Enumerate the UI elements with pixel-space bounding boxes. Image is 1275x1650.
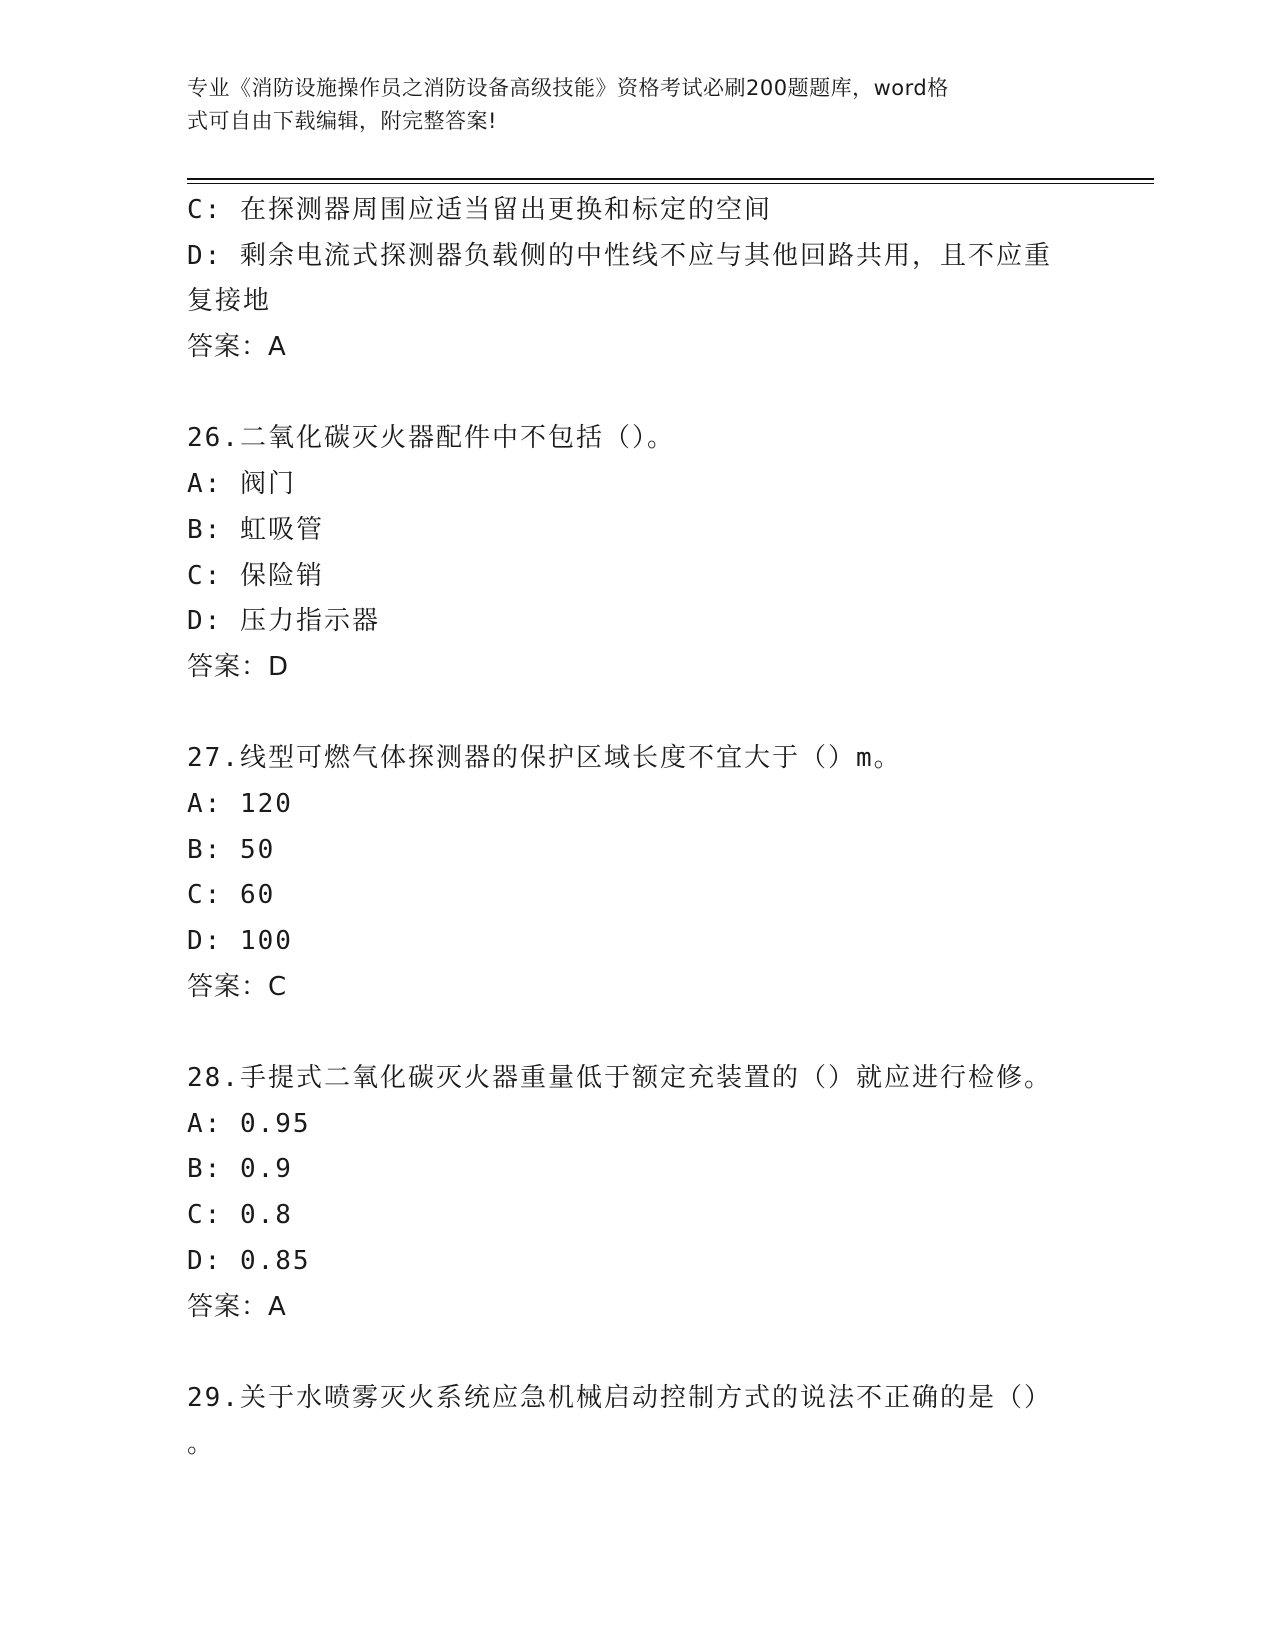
question-text: 26.二氧化碳灭火器配件中不包括（）。 — [187, 423, 675, 454]
header-line-2: 式可自由下载编辑，附完整答案! — [187, 109, 497, 133]
option-b: B: 50 — [187, 834, 276, 865]
answer-text: 答案：D — [187, 651, 290, 682]
spacer — [187, 691, 1087, 737]
option-c: C: 0.8 — [187, 1200, 293, 1231]
question-28 — [187, 1056, 1087, 1330]
question-25-continued — [187, 188, 1087, 371]
question-27 — [187, 736, 1087, 1010]
option-a: A: 120 — [187, 788, 293, 819]
question-list — [187, 188, 1087, 1467]
spacer — [187, 371, 1087, 417]
option-b: B: 0.9 — [187, 1154, 293, 1185]
question-29 — [187, 1376, 1087, 1467]
header-line-1: 专业《消防设施操作员之消防设备高级技能》资格考试必刷200题题库，word格 — [187, 76, 949, 100]
question-text: 28.手提式二氧化碳灭火器重量低于额定充装置的（）就应进行检修。 — [187, 1063, 1052, 1094]
spacer — [187, 1330, 1087, 1376]
option-d: D: 压力指示器 — [187, 606, 380, 637]
option-d-continued: 复接地 — [187, 286, 272, 317]
header-divider-thin — [187, 183, 1154, 184]
answer-text: 答案：A — [187, 1291, 287, 1322]
option-a: A: 0.95 — [187, 1108, 311, 1139]
option-d: D: 0.85 — [187, 1245, 311, 1276]
option-c: C: 在探测器周围应适当留出更换和标定的空间 — [187, 195, 772, 225]
option-d: D: 100 — [187, 926, 293, 956]
option-c: C: 保险销 — [187, 560, 324, 591]
question-26 — [187, 416, 1087, 690]
spacer — [187, 1010, 1087, 1056]
option-d: D: 剩余电流式探测器负载侧的中性线不应与其他回路共用，且不应重 — [187, 240, 1052, 271]
question-text: 27.线型可燃气体探测器的保护区域长度不宜大于（）m。 — [187, 743, 902, 774]
header-divider-thick — [187, 178, 1154, 180]
answer-text: 答案：A — [187, 332, 287, 363]
question-text-continued: 。 — [187, 1428, 216, 1459]
document-header — [187, 72, 1067, 138]
option-b: B: 虹吸管 — [187, 514, 324, 545]
option-c: C: 60 — [187, 880, 276, 911]
option-a: A: 阀门 — [187, 469, 296, 500]
question-text: 29.关于水喷雾灭火系统应急机械启动控制方式的说法不正确的是（） — [187, 1382, 1052, 1413]
answer-text: 答案：C — [187, 971, 288, 1002]
